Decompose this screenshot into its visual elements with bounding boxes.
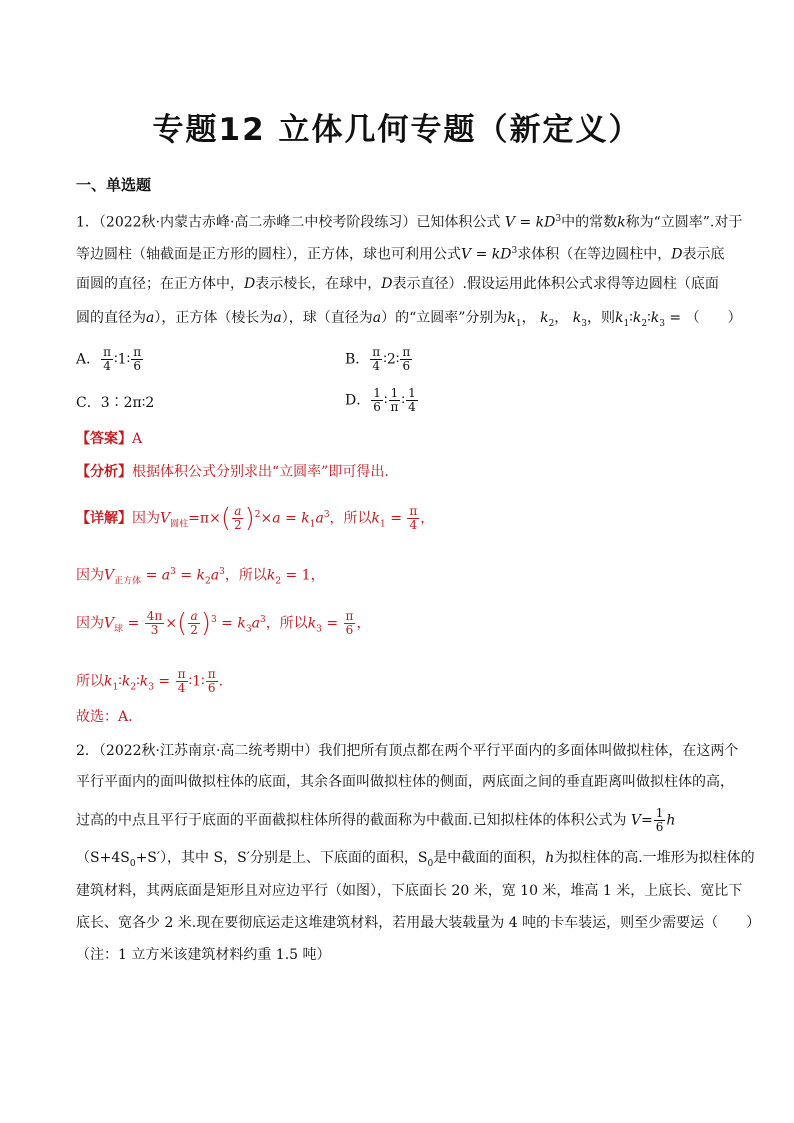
- q2-line-2: 平行平面内的面叫做拟柱体的底面，其余各面叫做拟柱体的侧面，两底面之间的垂直距离叫做拟柱体的高，: [76, 774, 734, 790]
- choice-line: 故选：A.: [76, 709, 133, 725]
- page-title: 专题12 立体几何专题（新定义）: [152, 112, 642, 148]
- detail-line-4: 所以$k_1∶k_2∶k_3$ = $\frac{\pi}{4}$ ∶1∶ $\frac{\pi}{6}$ .: [76, 667, 224, 695]
- q2-note: （注：1 立方米该建筑材料约重 1.5 吨）: [76, 947, 331, 963]
- q2-line-1: 2．（2022秋·江苏南京·高二统考期中）我们把所有顶点都在两个平行平面内的多面体叫做拟柱体，在这两个: [76, 743, 739, 759]
- analysis: 【分析】根据体积公式分别求出“立圆率”即可得出.: [76, 464, 389, 480]
- q2-line-5: 建筑材料，其两底面是矩形且对应边平行（如图），下底面长 20 米，宽 10 米，堆高 1 米，上底长、宽比下: [76, 883, 743, 899]
- detail-line-2: 因为$V_{正方体} = a^3 = k_2a^3$，所以$k_2 = 1$，: [76, 567, 325, 587]
- q1-line-4: 圆的直径为a），正方体（棱长为a），球（直径为a）的“立圆率”分别为$k_1$， $k_2$， $k_3$，则$k_1∶k_2∶k_3$ = （ ）: [76, 310, 742, 329]
- q2-line-4: $(S+4S_0+S')$，其中 S，S′分别是上、下底面的面积，$S_0$是中截面的面积，h为拟柱体的高.一堆形为拟柱体的: [76, 850, 755, 869]
- section-heading: 一、单选题: [76, 176, 152, 194]
- option-c[interactable]: C．3∶2π∶2: [76, 395, 155, 411]
- option-a[interactable]: A． $\frac{\pi}{4}$ ∶1∶ $\frac{\pi}{6}$: [76, 345, 142, 373]
- option-b[interactable]: B． $\frac{\pi}{4}$ ∶2∶ $\frac{\pi}{6}$: [345, 345, 411, 373]
- q1-line-1: 1．（2022秋·内蒙古赤峰·高二赤峰二中校考阶段练习）已知体积公式 $V = kD^3$中的常数k称为“立圆率”.对于: [76, 214, 743, 231]
- q2-line-6: 底长、宽各少 2 米.现在要彻底运走这堆建筑材料，若用最大装载量为 4 吨的卡车装运，则至少需要运（ ）: [76, 915, 761, 931]
- q1-line-2: 等边圆柱（轴截面是正方形的圆柱），正方体，球也可利用公式$V = kD^3$求体积（在等边圆柱中，D表示底: [76, 246, 725, 263]
- detail-line-1: 【详解】因为$V_{圆柱}=\pi\times$( $\frac{a}{2}$ )$^2\times a = k_1a^3$，所以$k_1$ = $\frac{\pi}{4}$ ，: [76, 503, 435, 534]
- q1-line-3: 面圆的直径；在正方体中，D表示棱长，在球中，D表示直径）.假设运用此体积公式求得等边圆柱（底面: [76, 276, 719, 292]
- answer: 【答案】A: [76, 431, 143, 447]
- q2-line-3: 过高的中点且平行于底面的平面截拟柱体所得的截面称为中截面.已知拟柱体的体积公式为 V= $\frac{1}{6}$ h: [76, 806, 676, 834]
- detail-line-3: 因为$V_球$ = $\frac{4\pi}{3}$ ×( $\frac{a}{2}$ )$^3 = k_3a^3$，所以$k_3$ = $\frac{\pi}{6}$ ，: [76, 608, 371, 639]
- option-d[interactable]: D． $\frac{1}{6}$ ∶ $\frac{1}{\pi}$ ∶ $\frac{1}{4}$: [345, 386, 416, 414]
